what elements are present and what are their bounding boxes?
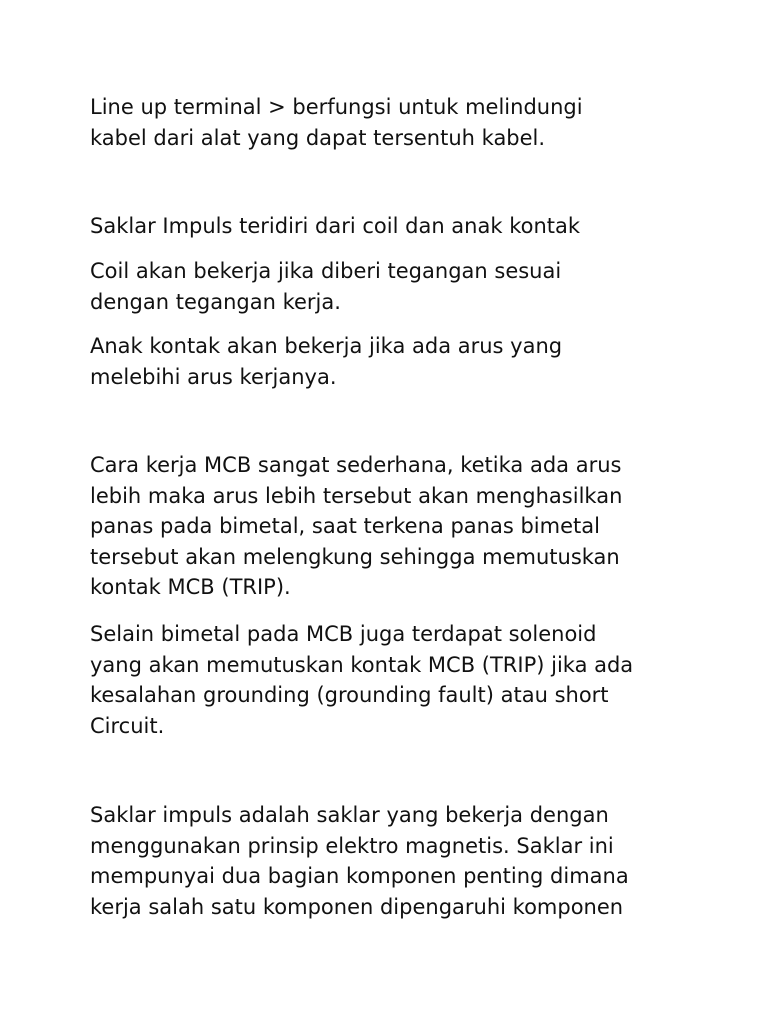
paragraph-saklar-impuls-parts: Saklar Impuls teridiri dari coil dan anak kontak (90, 214, 581, 238)
paragraph-anak-kontak: Anak kontak akan bekerja jika ada arus yang melebihi arus kerjanya. (90, 334, 563, 389)
paragraph-coil: Coil akan bekerja jika diberi tegangan sesuai dengan tegangan kerja. (90, 259, 562, 314)
paragraph-saklar-impuls-definition: Saklar impuls adalah saklar yang bekerja dengan menggunakan prinsip elektro magnetis. Saklar ini mempunyai dua bagian komponen penting dimana kerja salah satu komponen dipengaruhi komponen (90, 803, 629, 919)
paragraph-line-up-terminal: Line up terminal > berfungsi untuk melindungi kabel dari alat yang dapat tersentuh kabel. (90, 95, 583, 150)
paragraph-cara-kerja-mcb: Cara kerja MCB sangat sederhana, ketika ada arus lebih maka arus lebih tersebut akan menghasilkan panas pada bimetal, saat terkena panas bimetal tersebut akan melengkung sehingga memutuskan kontak MCB (TRIP). (90, 453, 623, 599)
paragraph-solenoid: Selain bimetal pada MCB juga terdapat solenoid yang akan memutuskan kontak MCB (TRIP) jika ada kesalahan grounding (grounding fault) atau short Circuit. (90, 622, 634, 738)
